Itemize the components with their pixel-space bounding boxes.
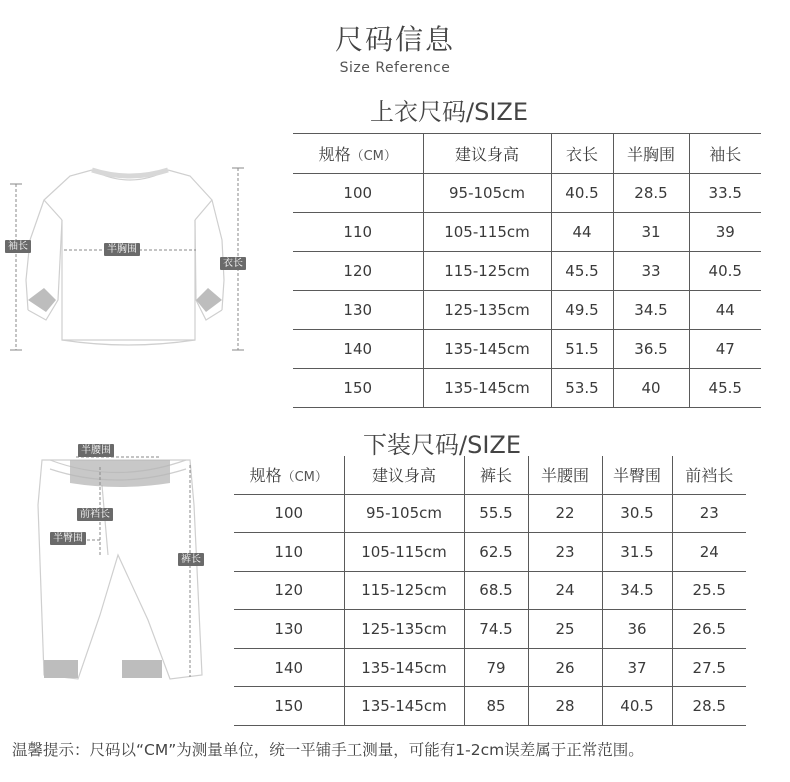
hip-tag: 半臀围 bbox=[50, 532, 86, 545]
table-cell: 95-105cm bbox=[423, 174, 551, 213]
table-cell: 23 bbox=[528, 533, 602, 572]
table-cell: 37 bbox=[602, 648, 672, 687]
pants-diagram bbox=[30, 445, 230, 695]
table-cell: 34.5 bbox=[602, 571, 672, 610]
table-cell: 33.5 bbox=[689, 174, 761, 213]
table-row bbox=[293, 174, 761, 213]
table-cell: 33 bbox=[613, 252, 689, 291]
table-cell: 24 bbox=[528, 571, 602, 610]
table-cell: 40 bbox=[613, 369, 689, 408]
table-cell: 105-115cm bbox=[344, 533, 464, 572]
table-row bbox=[234, 533, 746, 572]
table-cell: 47 bbox=[689, 330, 761, 369]
sleeve-length-tag: 袖长 bbox=[5, 240, 31, 253]
table-cell: 45.5 bbox=[551, 252, 613, 291]
col-header-height: 建议身高 bbox=[423, 134, 551, 174]
table-cell: 140 bbox=[343, 340, 373, 358]
col-header-waist: 半腰围 bbox=[528, 456, 602, 494]
table-header-row bbox=[293, 134, 761, 174]
bottom-size-title: 下装尺码/SIZE bbox=[363, 431, 522, 459]
table-cell: 49.5 bbox=[551, 291, 613, 330]
table-row bbox=[234, 571, 746, 610]
table-cell: 22 bbox=[528, 494, 602, 533]
table-cell: 28 bbox=[528, 687, 602, 726]
col-header-rise: 前裆长 bbox=[672, 456, 746, 494]
shirt-length-tag: 衣长 bbox=[220, 257, 246, 270]
table-row bbox=[234, 648, 746, 687]
waist-tag: 半腰围 bbox=[78, 444, 114, 457]
table-cell: 40.5 bbox=[689, 252, 761, 291]
table-cell: 110 bbox=[343, 223, 373, 241]
table-cell: 115-125cm bbox=[423, 252, 551, 291]
col-header-size: 规格（CM） bbox=[249, 466, 328, 486]
table-cell: 85 bbox=[464, 687, 528, 726]
table-cell: 115-125cm bbox=[344, 571, 464, 610]
table-cell: 28.5 bbox=[672, 687, 746, 726]
page-subtitle: Size Reference bbox=[339, 60, 451, 76]
table-cell: 26.5 bbox=[672, 610, 746, 649]
table-cell: 105-115cm bbox=[423, 213, 551, 252]
table-cell: 130 bbox=[274, 620, 304, 639]
col-header-hip: 半臀围 bbox=[602, 456, 672, 494]
table-cell: 39 bbox=[689, 213, 761, 252]
table-cell: 44 bbox=[689, 291, 761, 330]
table-cell: 135-145cm bbox=[344, 687, 464, 726]
table-row bbox=[234, 610, 746, 649]
col-header-pants-length: 裤长 bbox=[464, 456, 528, 494]
page-title: 尺码信息 bbox=[334, 23, 455, 56]
shirt-diagram bbox=[0, 160, 250, 360]
table-cell: 74.5 bbox=[464, 610, 528, 649]
table-cell: 45.5 bbox=[689, 369, 761, 408]
table-cell: 53.5 bbox=[551, 369, 613, 408]
table-cell: 24 bbox=[672, 533, 746, 572]
table-cell: 34.5 bbox=[613, 291, 689, 330]
table-cell: 100 bbox=[343, 184, 373, 202]
table-row bbox=[293, 252, 761, 291]
table-cell: 40.5 bbox=[551, 174, 613, 213]
table-cell: 36.5 bbox=[613, 330, 689, 369]
table-cell: 125-135cm bbox=[423, 291, 551, 330]
table-cell: 27.5 bbox=[672, 648, 746, 687]
pants-length-tag: 裤长 bbox=[178, 553, 204, 566]
table-cell: 51.5 bbox=[551, 330, 613, 369]
table-cell: 26 bbox=[528, 648, 602, 687]
col-header-sleeve: 袖长 bbox=[689, 134, 761, 174]
table-cell: 25 bbox=[528, 610, 602, 649]
table-cell: 36 bbox=[602, 610, 672, 649]
table-cell: 40.5 bbox=[602, 687, 672, 726]
table-cell: 125-135cm bbox=[344, 610, 464, 649]
table-cell: 31.5 bbox=[602, 533, 672, 572]
table-row bbox=[293, 291, 761, 330]
table-cell: 150 bbox=[274, 697, 304, 716]
table-row bbox=[234, 494, 746, 533]
table-cell: 140 bbox=[274, 658, 304, 677]
top-size-title: 上衣尺码/SIZE bbox=[370, 98, 529, 126]
table-header-row bbox=[234, 456, 746, 494]
table-row bbox=[293, 330, 761, 369]
table-cell: 130 bbox=[343, 301, 373, 319]
rise-tag: 前裆长 bbox=[77, 508, 113, 521]
table-cell: 150 bbox=[343, 379, 373, 397]
col-header-chest: 半胸围 bbox=[613, 134, 689, 174]
table-cell: 23 bbox=[672, 494, 746, 533]
table-cell: 95-105cm bbox=[344, 494, 464, 533]
table-row bbox=[293, 369, 761, 408]
table-cell: 28.5 bbox=[613, 174, 689, 213]
chest-tag: 半胸围 bbox=[104, 243, 140, 256]
table-cell: 44 bbox=[551, 213, 613, 252]
table-cell: 135-145cm bbox=[423, 369, 551, 408]
table-cell: 55.5 bbox=[464, 494, 528, 533]
table-cell: 31 bbox=[613, 213, 689, 252]
col-header-height: 建议身高 bbox=[344, 456, 464, 494]
table-cell: 79 bbox=[464, 648, 528, 687]
col-header-size: 规格（CM） bbox=[318, 145, 397, 164]
footnote: 温馨提示：尺码以“CM”为测量单位，统一平铺手工测量，可能有1-2cm误差属于正常范围。 bbox=[12, 741, 644, 759]
table-cell: 100 bbox=[274, 504, 304, 523]
table-cell: 120 bbox=[274, 581, 304, 600]
table-row bbox=[234, 687, 746, 726]
table-cell: 120 bbox=[343, 262, 373, 280]
table-cell: 62.5 bbox=[464, 533, 528, 572]
top-size-table bbox=[293, 133, 761, 408]
bottom-size-table bbox=[234, 456, 746, 726]
table-row bbox=[293, 213, 761, 252]
table-cell: 68.5 bbox=[464, 571, 528, 610]
table-cell: 135-145cm bbox=[423, 330, 551, 369]
table-cell: 135-145cm bbox=[344, 648, 464, 687]
col-header-length: 衣长 bbox=[551, 134, 613, 174]
table-cell: 110 bbox=[274, 542, 304, 561]
table-cell: 25.5 bbox=[672, 571, 746, 610]
table-cell: 30.5 bbox=[602, 494, 672, 533]
